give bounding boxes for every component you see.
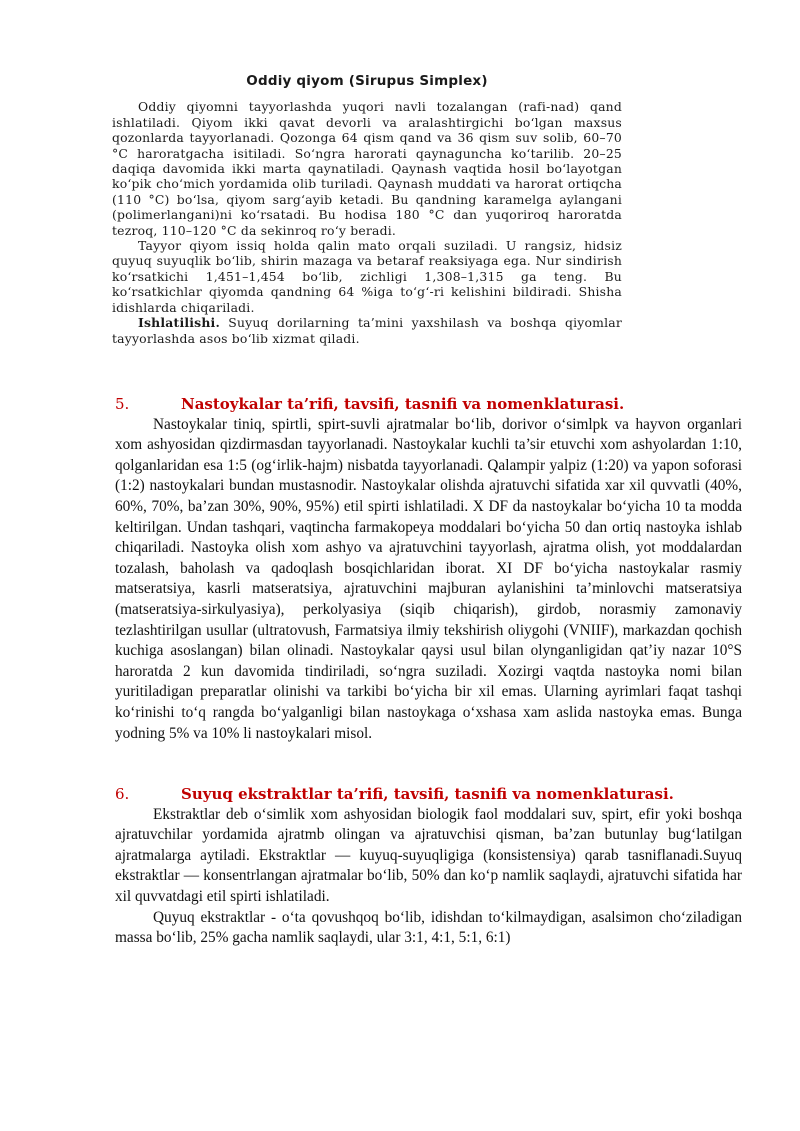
- scan-usage-label: Ishlatilishi.: [138, 315, 220, 331]
- section-6-number: 6.: [115, 785, 130, 804]
- section-6-title: Suyuq ekstraktlar ta’rifi, tavsifi, tasnifi va nomenklaturasi.: [181, 785, 674, 804]
- section-5-heading: [115, 394, 742, 415]
- section-5-paragraph: Nastoykalar tiniq, spirtli, spirt-suvli ajratmalar bo‘lib, dorivor o‘simlpk va hayvon organlari xom ashyosidan qizdirmasdan tayyorlanadi. Nastoykalar kuchli ta’sir etuvchi xom ashyolardan 1:10, qolganlaridan esa 1:5 (og‘irlik-hajm) nisbatda tayyorlanadi. Qalampir yalpiz (1:20) va yapon soforasi (1:2) nastoykalari bundan mustasnodir. Nastoykalar olishda ajratuvchi sifatida xar xil quvvatli (40%, 60%, 70%, ba’zan 30%, 90%, 95%) etil spirti ishlatiladi. X DF da nastoykalar bo‘yicha 10 ta modda keltirilgan. Undan tashqari, vaqtincha farmakopeya moddalari bo‘yicha 50 dan ortiq nastoyka ishlab chiqariladi. Nastoyka olish xom ashyo va ajratuvchini tayyorlash, ajratma olish, yot moddalardan tozalash, baholash va qadoqlash bosqichlaridan iborat. XI DF bo‘yicha nastoykalar rasmiy matseratsiya, kasrli matseratsiya, ajratuvchini majburan aylanishini ta’minlovchi matseratsiya (matseratsiya-sirkulyasiya), perkolyasiya (siqib chiqarish), girdob, norasmiy zamonaviy tezlashtirilgan usullar (ultratovush, Farmatsiya ilmiy tekshirish oliygohi (VNIIF), markazdan qochish kuchiga asoslangan) bilan olinadi. Nastoykalar qaysi usul bilan olynganligidan qat’iy nazar 10°S haroratda 2 kun davomida tindiriladi, so‘ngra suziladi. Xozirgi vaqtda nastoyka nomi bilan yuritiladigan preparatlar olinishi va tarkibi bo‘yicha bir xil emas. Ularning ayrimlari faqat tashqi ko‘rinishi to‘q rangda bo‘yalganligi bilan nastoykaga o‘xshasa xam aslida nastoyka emas. Bunga yodning 5% va 10% li nastoykalari misol.: [115, 415, 742, 742]
- scan-paragraph-2: Tayyor qiyom issiq holda qalin mato orqali suziladi. U rangsiz, hidsiz quyuq suyuqlik bo‘lib, shirin mazaga va betaraf reaksiyaga ega. Nur sindirish ko‘rsatkichi 1,451–1,454 bo‘lib, zichligi 1,308–1,315 ga teng. Bu ko‘rsatkichlar qiyomda qandning 64 %iga to‘g‘-ri kelishini bildiradi. Shisha idishlarda chiqariladi.: [112, 238, 622, 315]
- scan-title: Oddiy qiyom (Sirupus Simplex): [246, 73, 488, 89]
- section-5-number: 5.: [115, 395, 130, 413]
- section-5-title: Nastoykalar ta’rifi, tavsifi, tasnifi va nomenklaturasi.: [181, 395, 625, 413]
- section-6-paragraph-1: Ekstraktlar deb o‘simlik xom ashyosidan biologik faol moddalari suv, spirt, efir yoki boshqa ajratuvchilar yordamida ajratmb olingan va ajratuvchisi qisman, ba’zan butunlay bug‘latilgan ajratmalarga aytiladi. Ekstraktlar — kuyuq-suyuqligiga (konsistensiya) qarab tasniflanadi.Suyuq ekstraktlar — konsentrlangan ajratmalar bo‘lib, 50% dan ko‘p namlik saqlaydi, ajratuvchi sifatida har xil quvvatdagi etil spirti ishlatiladi.: [115, 805, 742, 906]
- scan-paragraph-1: Oddiy qiyomni tayyorlashda yuqori navli tozalangan (rafi-nad) qand ishlatiladi. Qiyom ikki qavat devorli va aralashtirgichi bo‘lgan maxsus qozonlarda tayyorlanadi. Qozonga 64 qism qand va 36 qism suv solib, 60–70 °C haroratgacha isitiladi. So‘ngra harorati qaynaguncha ko‘tarilib. 20–25 daqiqa davomida ikki marta qaynatiladi. Qaynash vaqtida hosil bo‘layotgan ko‘pik cho‘mich yordamida olib turiladi. Qaynash muddati va harorat ortiqcha (110 °C) bo‘lsa, qiyom sarg‘ayib ketadi. Bu qandning karamelga aylangani (polimerlangani)ni ko‘rsatadi. Bu hodisa 180 °C dan yuqoriroq haroratda tezroq, 110–120 °C da sekinroq ro‘y beradi.: [112, 99, 622, 238]
- scanned-excerpt: [112, 74, 622, 346]
- section-6-heading: [115, 784, 742, 805]
- scan-paragraph-3: [112, 315, 622, 346]
- scan-usage-text: Suyuq dorilarning ta’mini yaxshilash va boshqa qiyomlar tayyorlashda asos bo‘lib xizmat qiladi.: [112, 315, 622, 346]
- section-6-paragraph-2: Quyuq ekstraktlar - o‘ta qovushqoq bo‘lib, idishdan to‘kilmaydigan, asalsimon cho‘ziladigan massa bo‘lib, 25% gacha namlik saqlaydi, ular 3:1, 4:1, 5:1, 6:1): [115, 908, 742, 947]
- document-body: [115, 394, 742, 949]
- spacer: [115, 744, 742, 784]
